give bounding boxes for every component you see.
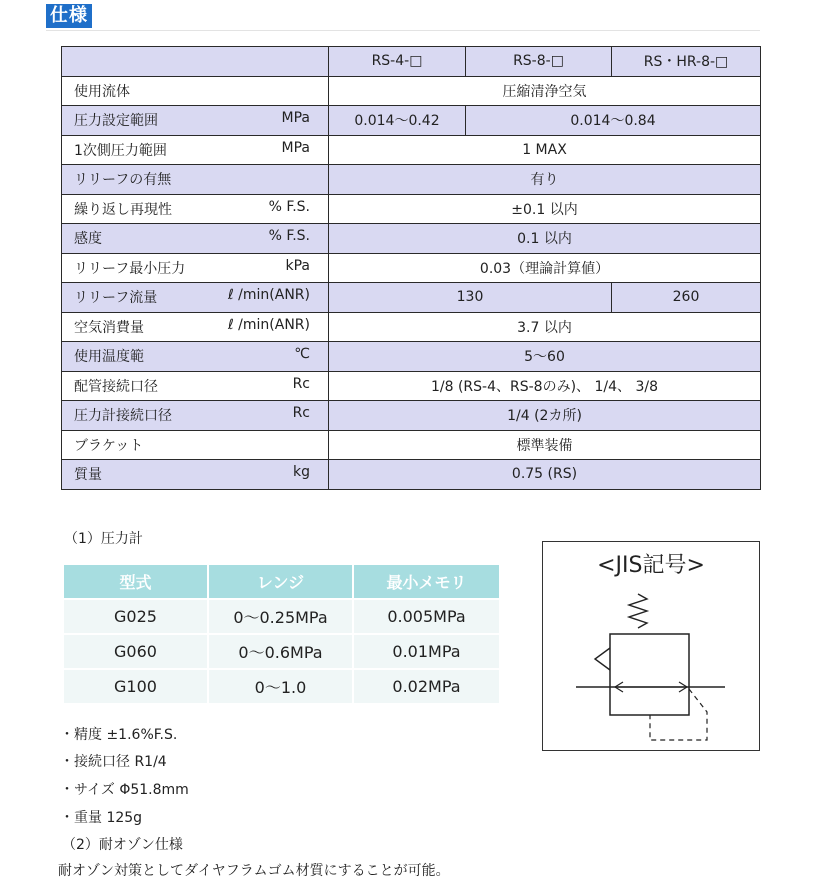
gauge-cell: 0～0.6MPa [209, 633, 354, 668]
spec-row [62, 194, 761, 224]
spec-unit: ℃ [294, 346, 310, 363]
spec-header-blank [62, 47, 329, 77]
spec-unit: kg [293, 464, 310, 481]
gauge-cell: 0.005MPa [354, 598, 499, 633]
spec-row [62, 76, 761, 106]
regulator-body [610, 634, 689, 715]
ozone-description: 耐オゾン対策としてダイヤフラムゴム材質にすることが可能。 [58, 863, 450, 879]
spec-header-rs8: RS-8-□ [466, 47, 612, 77]
spec-label: 空気消費量 [74, 319, 144, 336]
gauge-table [64, 565, 499, 703]
spec-row [62, 224, 761, 254]
spec-value: 0.03（理論計算値） [329, 253, 761, 283]
bullet-weight: ・重量 125g [60, 810, 143, 826]
spec-unit: ℓ /min(ANR) [227, 287, 310, 304]
spec-value: 有り [329, 165, 761, 195]
spec-value: 1/4 (2カ所) [329, 401, 761, 431]
spec-unit: MPa [281, 139, 310, 156]
spec-row [62, 165, 761, 195]
spec-value: 0.1 以内 [329, 224, 761, 254]
section-heading-bar [46, 2, 760, 31]
spec-value-rs4: 0.014～0.42 [329, 106, 466, 136]
spec-value-rshr8: 260 [612, 283, 761, 313]
spec-row [62, 430, 761, 460]
spec-unit [310, 435, 314, 455]
spec-unit: ℓ /min(ANR) [227, 316, 310, 333]
spec-table [61, 46, 761, 490]
gauge-cell: G060 [64, 633, 209, 668]
spec-label: リリーフ最小圧力 [74, 260, 186, 277]
jis-symbol-title: <JIS記号> [597, 553, 705, 578]
ozone-section-title: （2）耐オゾン仕様 [62, 837, 183, 853]
spring-symbol [629, 594, 647, 628]
gauge-row [64, 668, 499, 703]
spec-label: 感度 [74, 231, 102, 248]
spec-label: 1次側圧力範囲 [74, 142, 167, 159]
spec-unit: Rc [292, 375, 310, 392]
gauge-cell: G025 [64, 598, 209, 633]
spec-row [62, 135, 761, 165]
spec-unit: % F.S. [268, 228, 310, 245]
gauge-header-model: 型式 [64, 565, 209, 598]
spec-unit [310, 169, 314, 189]
spec-value-rs8: 0.014～0.84 [466, 106, 761, 136]
spec-label: ブラケット [74, 437, 144, 454]
spec-row [62, 253, 761, 283]
gauge-cell: 0.02MPa [354, 668, 499, 703]
spec-row [62, 283, 761, 313]
spec-label: 配管接続口径 [74, 378, 158, 395]
spec-row [62, 371, 761, 401]
bullet-accuracy: ・精度 ±1.6%F.S. [60, 727, 178, 743]
spec-value: 5～60 [329, 342, 761, 372]
section-title: 仕様 [46, 4, 92, 28]
spec-row [62, 401, 761, 431]
pilot-triangle [595, 648, 610, 670]
gauge-section-title: （1）圧力計 [64, 531, 143, 547]
spec-value: 1/8 (RS-4、RS-8のみ)、 1/4、 3/8 [329, 371, 761, 401]
bullet-size: ・サイズ Φ51.8mm [60, 782, 189, 798]
spec-unit: MPa [281, 110, 310, 127]
spec-label: 使用流体 [74, 83, 130, 100]
spec-unit [310, 81, 314, 101]
spec-header-rs4: RS-4-□ [329, 47, 466, 77]
gauge-cell: 0～1.0 [209, 668, 354, 703]
gauge-cell: G100 [64, 668, 209, 703]
spec-header-row [62, 47, 761, 77]
gauge-header-min-scale: 最小メモリ [354, 565, 499, 598]
spec-label: リリーフの有無 [74, 172, 172, 189]
gauge-cell: 0.01MPa [354, 633, 499, 668]
spec-row [62, 342, 761, 372]
spec-row [62, 460, 761, 490]
spec-unit: % F.S. [268, 198, 310, 215]
spec-row [62, 106, 761, 136]
spec-value: 0.75 (RS) [329, 460, 761, 490]
spec-value: 3.7 以内 [329, 312, 761, 342]
gauge-cell: 0～0.25MPa [209, 598, 354, 633]
spec-label: リリーフ流量 [74, 290, 158, 307]
spec-label: 使用温度範 [74, 349, 144, 366]
spec-label: 質量 [74, 467, 102, 484]
spec-unit: kPa [285, 257, 310, 274]
spec-value: 圧縮清浄空気 [329, 76, 761, 106]
gauge-row [64, 633, 499, 668]
gauge-header-range: レンジ [209, 565, 354, 598]
spec-label: 圧力設定範囲 [74, 113, 158, 130]
spec-unit: Rc [292, 405, 310, 422]
spec-value: ±0.1 以内 [329, 194, 761, 224]
gauge-header-row [64, 565, 499, 598]
spec-row [62, 312, 761, 342]
jis-symbol-box [542, 541, 760, 751]
spec-value: 標準装備 [329, 430, 761, 460]
spec-label: 圧力計接続口径 [74, 408, 172, 425]
spec-label: 繰り返し再現性 [74, 201, 172, 218]
pressure-regulator-symbol [543, 542, 761, 752]
spec-value: 1 MAX [329, 135, 761, 165]
spec-value-rs4-rs8: 130 [329, 283, 612, 313]
spec-header-rshr8: RS・HR-8-□ [612, 47, 761, 77]
bullet-port-size: ・接続口径 R1/4 [60, 754, 167, 770]
gauge-row [64, 598, 499, 633]
